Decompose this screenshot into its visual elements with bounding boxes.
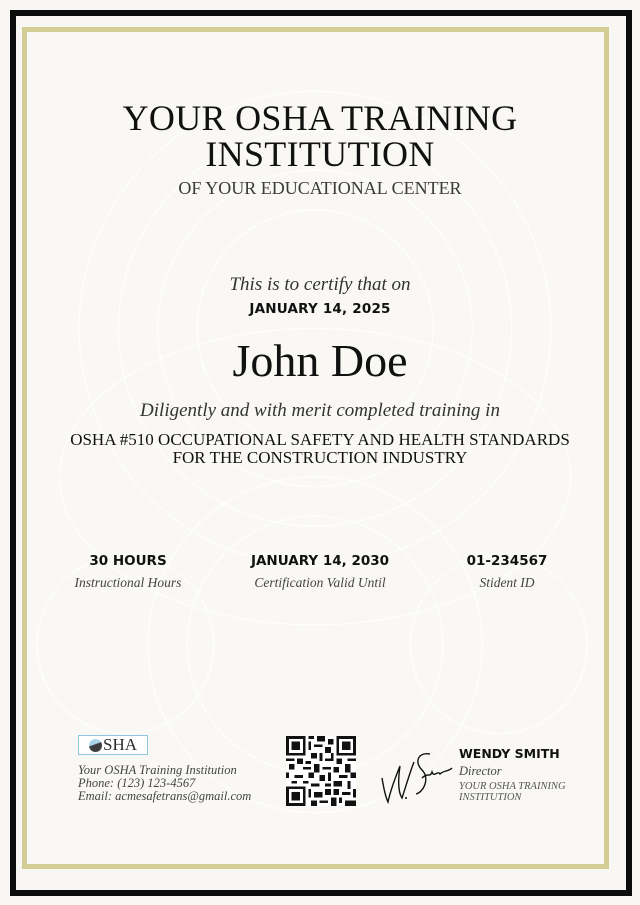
signer-name: WENDY SMITH — [459, 746, 560, 761]
stat-label: Stident ID — [479, 575, 535, 590]
stat-hours — [28, 553, 228, 591]
stat-value: JANUARY 14, 2030 — [250, 553, 390, 569]
certification-date: JANUARY 14, 2025 — [249, 301, 391, 317]
contact-email: Email: acmesafetrans@gmail.com — [78, 789, 252, 803]
stat-value: 30 HOURS — [89, 553, 167, 569]
contact-info — [78, 764, 251, 803]
course-title — [0, 431, 640, 467]
recipient-name: John Doe — [232, 335, 408, 386]
completion-text: Diligently and with merit completed training in — [140, 400, 500, 421]
stat-student-id — [407, 553, 607, 591]
logo-text: SHA — [102, 735, 137, 754]
qr-code-icon — [286, 736, 356, 806]
osha-swirl-icon — [89, 739, 102, 752]
contact-phone: Phone: (123) 123-4567 — [78, 776, 196, 790]
signer-org-line-1: YOUR OSHA TRAINING — [459, 781, 566, 792]
course-line-2: FOR THE CONSTRUCTION INDUSTRY — [172, 448, 468, 467]
institution-subtitle: OF YOUR EDUCATIONAL CENTER — [178, 178, 462, 198]
stat-valid-until — [220, 553, 420, 591]
stat-label: Certification Valid Until — [254, 575, 386, 590]
osha-logo — [78, 735, 148, 755]
signer-org-line-2: INSTITUTION — [459, 791, 522, 803]
contact-institution: Your OSHA Training Institution — [78, 763, 237, 777]
stat-label: Instructional Hours — [74, 575, 182, 590]
certify-text: This is to certify that on — [229, 274, 411, 295]
signature-icon — [378, 748, 454, 806]
signer-org — [459, 782, 566, 803]
signer-role: Director — [459, 764, 502, 778]
institution-title — [0, 100, 640, 172]
title-line-2: INSTITUTION — [205, 134, 435, 174]
stat-value: 01-234567 — [466, 553, 548, 569]
course-line-1: OSHA #510 OCCUPATIONAL SAFETY AND HEALTH STANDARDS — [70, 430, 570, 449]
signer-block — [459, 746, 566, 803]
title-line-1: YOUR OSHA TRAINING — [122, 98, 518, 138]
